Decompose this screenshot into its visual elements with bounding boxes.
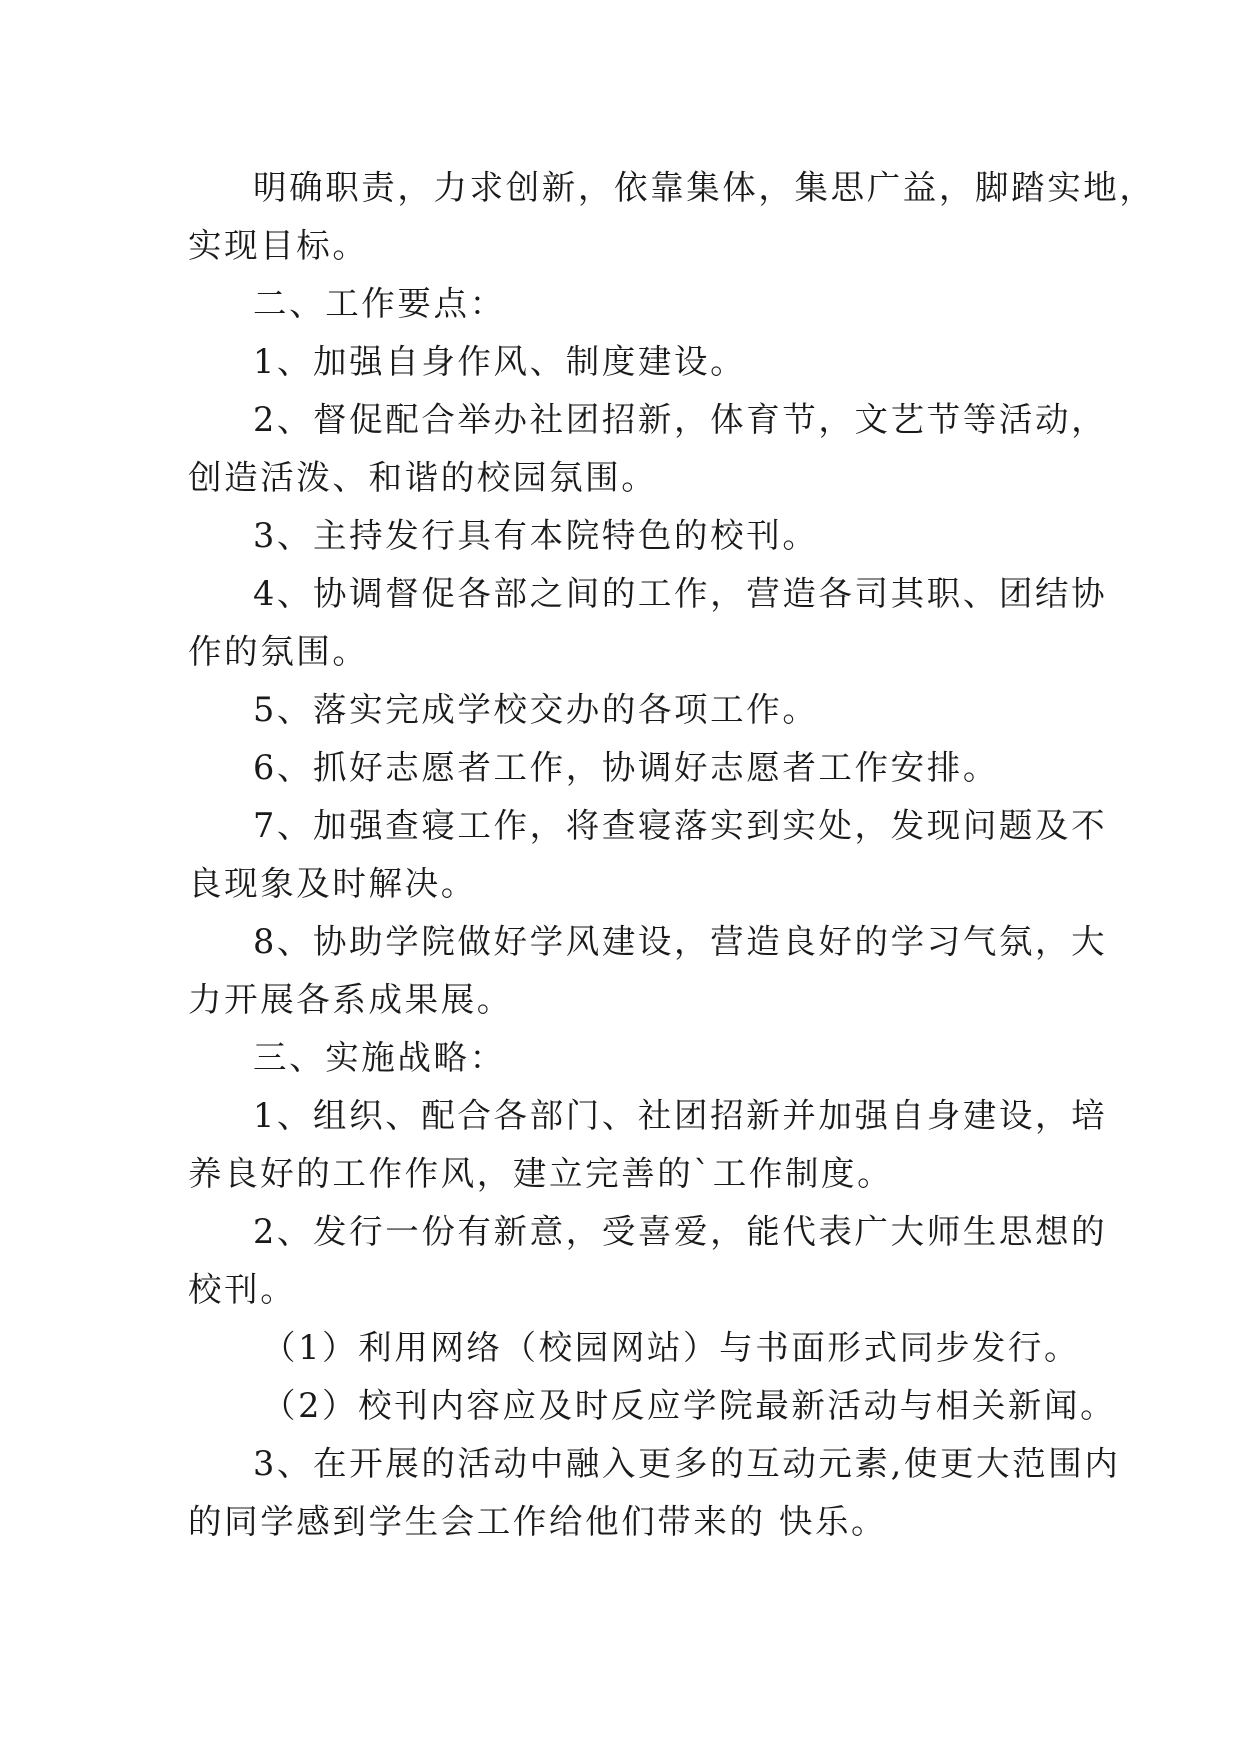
paragraph-line: 校刊。	[188, 1270, 297, 1309]
list-item: 2、发行一份有新意，受喜爱，能代表广大师生思想的	[253, 1212, 1108, 1251]
sub-list-item: （2）校刊内容应及时反应学院最新活动与相关新闻。	[262, 1386, 1117, 1425]
list-item: 2、督促配合举办社团招新，体育节，文艺节等活动，	[253, 400, 1108, 439]
paragraph-line: 养良好的工作作风，建立完善的`工作制度。	[188, 1154, 894, 1193]
section-heading: 二、工作要点：	[253, 284, 506, 323]
paragraph-line: 明确职责，力求创新，依靠集体，集思广益，脚踏实地，	[253, 168, 1156, 207]
sub-list-item: （1）利用网络（校园网站）与书面形式同步发行。	[262, 1328, 1081, 1367]
paragraph-line: 的同学感到学生会工作给他们带来的 快乐。	[188, 1502, 888, 1541]
paragraph-line: 良现象及时解决。	[188, 864, 477, 903]
list-item: 1、组织、配合各部门、社团招新并加强自身建设，培	[253, 1096, 1108, 1135]
list-item: 6、抓好志愿者工作，协调好志愿者工作安排。	[253, 748, 999, 787]
list-item: 3、主持发行具有本院特色的校刊。	[253, 516, 819, 555]
list-item: 7、加强查寝工作，将查寝落实到实处，发现问题及不	[253, 806, 1108, 845]
list-item: 3、在开展的活动中融入更多的互动元素,使更大范围内	[253, 1444, 1121, 1483]
paragraph-line: 力开展各系成果展。	[188, 980, 513, 1019]
list-item: 5、落实完成学校交办的各项工作。	[253, 690, 819, 729]
list-item: 1、加强自身作风、制度建设。	[253, 342, 747, 381]
section-heading: 三、实施战略：	[253, 1038, 506, 1077]
paragraph-line: 实现目标。	[188, 226, 369, 265]
list-item: 8、协助学院做好学风建设，营造良好的学习气氛，大	[253, 922, 1108, 961]
paragraph-line: 作的氛围。	[188, 632, 369, 671]
list-item: 4、协调督促各部之间的工作，营造各司其职、团结协	[253, 574, 1108, 613]
paragraph-line: 创造活泼、和谐的校园氛围。	[188, 458, 658, 497]
